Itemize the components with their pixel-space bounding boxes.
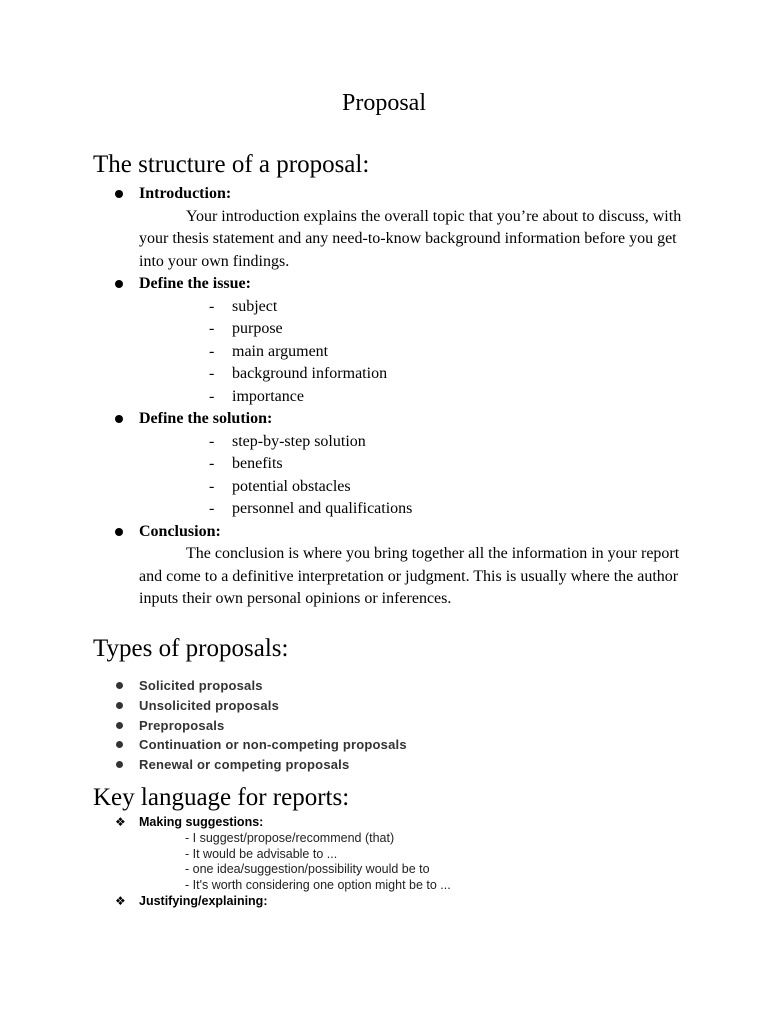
- bullet-icon: [115, 415, 123, 423]
- diamond-bullet-icon: ❖: [115, 815, 126, 829]
- bullet-icon: [116, 761, 123, 768]
- key-section-suggestions: [93, 815, 451, 894]
- section-issue: [93, 273, 693, 408]
- page-title: Proposal: [342, 90, 426, 116]
- list-item: - It's worth considering one option might be to ...: [185, 878, 451, 893]
- dash-marker: -: [209, 477, 215, 495]
- introduction-text: Your introduction explains the overall topic that you’re about to discuss, with your thesis statement and any need-to-know background information before you get into your own findings.: [139, 207, 682, 270]
- section-introduction: [93, 183, 693, 273]
- suggestion-phrases: [139, 831, 451, 894]
- dash-marker: -: [209, 342, 215, 360]
- bullet-icon: [116, 741, 123, 748]
- key-section-justifying: [93, 894, 451, 910]
- solution-items: [139, 431, 693, 521]
- key-section-label: Justifying/explaining:: [139, 893, 268, 908]
- bullet-icon: [116, 682, 123, 689]
- section-label: Introduction:: [139, 185, 232, 202]
- structure-heading: The structure of a proposal:: [93, 151, 370, 178]
- list-item: - benefits: [139, 453, 693, 476]
- key-language-list: [93, 815, 451, 910]
- diamond-bullet-icon: ❖: [115, 893, 126, 908]
- list-item: - personnel and qualifications: [139, 498, 693, 521]
- section-label: Define the solution:: [139, 410, 273, 427]
- list-item: Preproposals: [93, 716, 407, 736]
- issue-items: [139, 296, 693, 409]
- section-label: Conclusion:: [139, 522, 221, 540]
- section-label: Define the issue:: [139, 275, 251, 292]
- list-item: - purpose: [139, 318, 693, 341]
- list-item: - step-by-step solution: [139, 431, 693, 454]
- list-item: - potential obstacles: [139, 476, 693, 499]
- dash-marker: -: [209, 297, 215, 315]
- dash-marker: -: [209, 365, 215, 382]
- list-item: - subject: [139, 296, 693, 319]
- list-item: - importance: [139, 386, 693, 409]
- list-item: - background information: [139, 363, 693, 386]
- dash-marker: -: [209, 455, 215, 472]
- key-language-heading: Key language for reports:: [93, 784, 350, 811]
- bullet-icon: [115, 528, 123, 536]
- types-list: [93, 676, 407, 775]
- dash-marker: -: [209, 500, 215, 517]
- list-item: - main argument: [139, 341, 693, 364]
- list-item: - It would be advisable to ...: [185, 846, 338, 861]
- list-item: Solicited proposals: [93, 676, 407, 696]
- types-heading: Types of proposals:: [93, 635, 289, 662]
- section-solution: [93, 408, 693, 521]
- list-item: Continuation or non-competing proposals: [93, 735, 407, 755]
- conclusion-text: The conclusion is where you bring together all the information in your report and come to a definitive interpretation or judgment. This is usually where the author inputs their own personal opinions or inferences.: [139, 545, 680, 607]
- section-conclusion: [93, 521, 693, 611]
- list-item: - one idea/suggestion/possibility would be to: [185, 862, 430, 877]
- key-section-label: Making suggestions:: [139, 815, 264, 829]
- bullet-icon: [116, 722, 123, 729]
- structure-list: [93, 183, 693, 611]
- bullet-icon: [116, 702, 123, 709]
- dash-marker: -: [209, 320, 215, 337]
- list-item: - I suggest/propose/recommend (that): [185, 830, 395, 845]
- bullet-icon: [115, 190, 123, 198]
- bullet-icon: [115, 280, 123, 288]
- list-item: Unsolicited proposals: [93, 696, 407, 716]
- list-item: Renewal or competing proposals: [93, 755, 407, 775]
- dash-marker: -: [209, 387, 215, 405]
- dash-marker: -: [209, 432, 215, 450]
